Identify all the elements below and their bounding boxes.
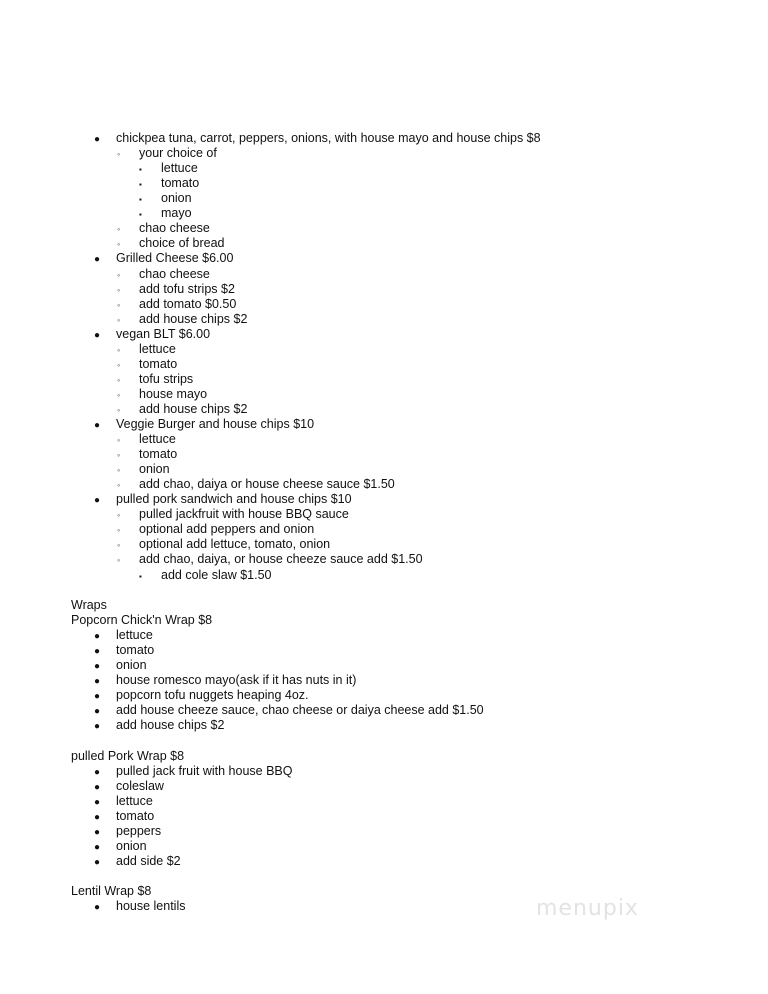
- item-text: lettuce: [139, 432, 176, 446]
- bullet-icon: ●: [94, 796, 101, 808]
- menu-subitem: [117, 267, 210, 282]
- menu-subitem: [117, 462, 170, 477]
- bullet-icon: ◦: [117, 480, 121, 491]
- bullet-icon: ◦: [117, 284, 121, 295]
- bullet-icon: ●: [94, 631, 101, 643]
- item-text: add chao, daiya, or house cheeze sauce add $1.50: [139, 552, 423, 567]
- bullet-icon: ●: [94, 721, 101, 733]
- item-text: chao cheese: [139, 221, 210, 236]
- item-text: Popcorn Chick'n Wrap $8: [71, 613, 213, 628]
- wrap-item: [94, 764, 292, 779]
- item-text: lettuce: [161, 161, 198, 176]
- bullet-icon: ◦: [117, 239, 121, 250]
- bullet-icon: ●: [94, 826, 101, 838]
- wrap-title: [71, 884, 151, 899]
- bullet-icon: ●: [94, 676, 101, 688]
- menu-item: [94, 327, 210, 342]
- item-text: chao cheese: [139, 266, 210, 281]
- menu-subitem: [117, 432, 176, 447]
- item-text: optional add lettuce, tomato, onion: [139, 537, 331, 552]
- bullet-icon: ●: [94, 902, 101, 914]
- item-text: tomato: [161, 176, 200, 191]
- bullet-icon: ●: [94, 766, 101, 778]
- item-text: lettuce: [116, 793, 153, 808]
- item-text: add house chips $2: [116, 718, 225, 733]
- item-text: optional add peppers and onion: [139, 522, 315, 537]
- bullet-icon: ●: [94, 811, 101, 823]
- bullet-icon: ●: [94, 254, 101, 266]
- bullet-icon: ▪: [139, 571, 142, 581]
- bullet-icon: ●: [94, 134, 101, 145]
- bullet-icon: ◦: [117, 344, 121, 355]
- wrap-item: [94, 688, 309, 703]
- item-text: house romesco mayo(ask if it has nuts in it): [116, 673, 357, 688]
- menu-item: [94, 131, 541, 146]
- item-text: coleslaw: [116, 778, 164, 793]
- wrap-item: [94, 824, 161, 839]
- item-text: Wraps: [71, 598, 107, 612]
- wrap-item: [94, 673, 356, 688]
- wrap-item: [94, 809, 154, 824]
- wrap-item: [94, 899, 186, 914]
- wrap-item: [94, 658, 147, 673]
- menu-subitem: [117, 221, 210, 236]
- item-text: tomato: [116, 643, 155, 658]
- menupix-watermark: menupix: [536, 896, 639, 921]
- menu-subitem: [117, 146, 217, 161]
- bullet-icon: ◦: [117, 299, 121, 310]
- item-text: tofu strips: [139, 371, 194, 386]
- item-text: onion: [116, 838, 147, 853]
- item-text: chickpea tuna, carrot, peppers, onions, with house mayo and house chips $8: [116, 131, 541, 145]
- item-text: tomato: [139, 356, 178, 371]
- bullet-icon: ▪: [139, 180, 142, 190]
- bullet-icon: ◦: [117, 435, 121, 445]
- menu-option: [139, 161, 198, 176]
- menu-subitem: [117, 297, 236, 312]
- menu-subitem: [117, 552, 423, 567]
- item-text: lettuce: [139, 341, 176, 356]
- bullet-icon: ◦: [117, 510, 121, 521]
- item-text: pulled Pork Wrap $8: [71, 748, 185, 763]
- menu-option: [139, 568, 272, 583]
- bullet-icon: ●: [94, 661, 101, 673]
- bullet-icon: ▪: [139, 195, 142, 205]
- menu-subitem: [117, 402, 247, 417]
- item-text: popcorn tofu nuggets heaping 4oz.: [116, 688, 309, 703]
- item-text: pulled pork sandwich and house chips $10: [116, 492, 352, 507]
- menu-subitem: [117, 507, 349, 522]
- wrap-item: [94, 628, 153, 643]
- item-text: add house chips $2: [139, 311, 248, 326]
- bullet-icon: ◦: [117, 374, 121, 385]
- item-text: tomato: [139, 447, 178, 462]
- item-text: pulled jackfruit with house BBQ sauce: [139, 507, 349, 522]
- item-text: Grilled Cheese $6.00: [116, 251, 234, 266]
- item-text: onion: [139, 462, 170, 477]
- item-text: add tomato $0.50: [139, 296, 237, 311]
- item-text: add house chips $2: [139, 401, 248, 416]
- bullet-icon: ◦: [117, 404, 121, 415]
- menu-subitem: [117, 522, 314, 537]
- item-text: add tofu strips $2: [139, 281, 235, 296]
- item-text: onion: [116, 658, 147, 673]
- menu-subitem: [117, 447, 177, 462]
- item-text: house lentils: [116, 899, 186, 914]
- menu-option: [139, 206, 192, 221]
- bullet-icon: ◦: [117, 389, 121, 400]
- bullet-icon: ◦: [117, 314, 121, 325]
- bullet-icon: ●: [94, 841, 101, 853]
- wrap-item: [94, 779, 164, 794]
- menu-option: [139, 176, 199, 191]
- bullet-icon: ●: [94, 781, 101, 793]
- bullet-icon: ●: [94, 857, 101, 868]
- menu-item: [94, 492, 352, 507]
- bullet-icon: ◦: [117, 525, 121, 536]
- wrap-title: [71, 749, 184, 764]
- item-text: pulled jack fruit with house BBQ: [116, 763, 293, 778]
- item-text: add side $2: [116, 854, 181, 868]
- item-text: Lentil Wrap $8: [71, 884, 152, 899]
- item-text: add chao, daiya or house cheese sauce $1.50: [139, 477, 395, 492]
- menu-subitem: [117, 372, 193, 387]
- menu-subitem: [117, 342, 176, 357]
- bullet-icon: ◦: [117, 555, 121, 566]
- bullet-icon: ◦: [117, 450, 121, 461]
- item-text: vegan BLT $6.00: [116, 326, 211, 341]
- bullet-icon: ◦: [117, 359, 121, 370]
- item-text: lettuce: [116, 628, 153, 643]
- bullet-icon: ◦: [117, 149, 121, 160]
- bullet-icon: ●: [94, 706, 101, 718]
- bullet-icon: ●: [94, 646, 101, 658]
- section-heading: [71, 598, 107, 613]
- item-text: Veggie Burger and house chips $10: [116, 417, 315, 431]
- bullet-icon: ●: [94, 691, 101, 703]
- wrap-item: [94, 854, 181, 869]
- bullet-icon: ●: [94, 495, 101, 507]
- menu-subitem: [117, 387, 207, 402]
- bullet-icon: ▪: [139, 210, 142, 220]
- item-text: your choice of: [139, 146, 217, 161]
- item-text: add house cheeze sauce, chao cheese or daiya cheese add $1.50: [116, 703, 484, 718]
- item-text: mayo: [161, 206, 192, 221]
- wrap-item: [94, 703, 484, 718]
- bullet-icon: ◦: [117, 269, 121, 280]
- wrap-item: [94, 839, 147, 854]
- menu-subitem: [117, 312, 247, 327]
- item-text: choice of bread: [139, 236, 225, 251]
- menu-subitem: [117, 282, 235, 297]
- wrap-item: [94, 643, 154, 658]
- menu-subitem: [117, 236, 224, 251]
- bullet-icon: ▪: [139, 165, 142, 175]
- menu-subitem: [117, 357, 177, 372]
- bullet-icon: ◦: [117, 224, 121, 235]
- menu-option: [139, 191, 192, 206]
- menu-item: [94, 251, 233, 266]
- wrap-title: [71, 613, 212, 628]
- item-text: house mayo: [139, 386, 208, 401]
- item-text: onion: [161, 191, 192, 206]
- bullet-icon: ●: [94, 420, 101, 431]
- menu-subitem: [117, 537, 330, 552]
- item-text: add cole slaw $1.50: [161, 567, 272, 582]
- menu-item: [94, 417, 314, 432]
- bullet-icon: ◦: [117, 465, 121, 476]
- item-text: tomato: [116, 808, 155, 823]
- wrap-item: [94, 794, 153, 809]
- bullet-icon: ◦: [117, 540, 121, 551]
- wrap-item: [94, 718, 224, 733]
- item-text: peppers: [116, 823, 162, 838]
- menu-subitem: [117, 477, 395, 492]
- bullet-icon: ●: [94, 329, 101, 341]
